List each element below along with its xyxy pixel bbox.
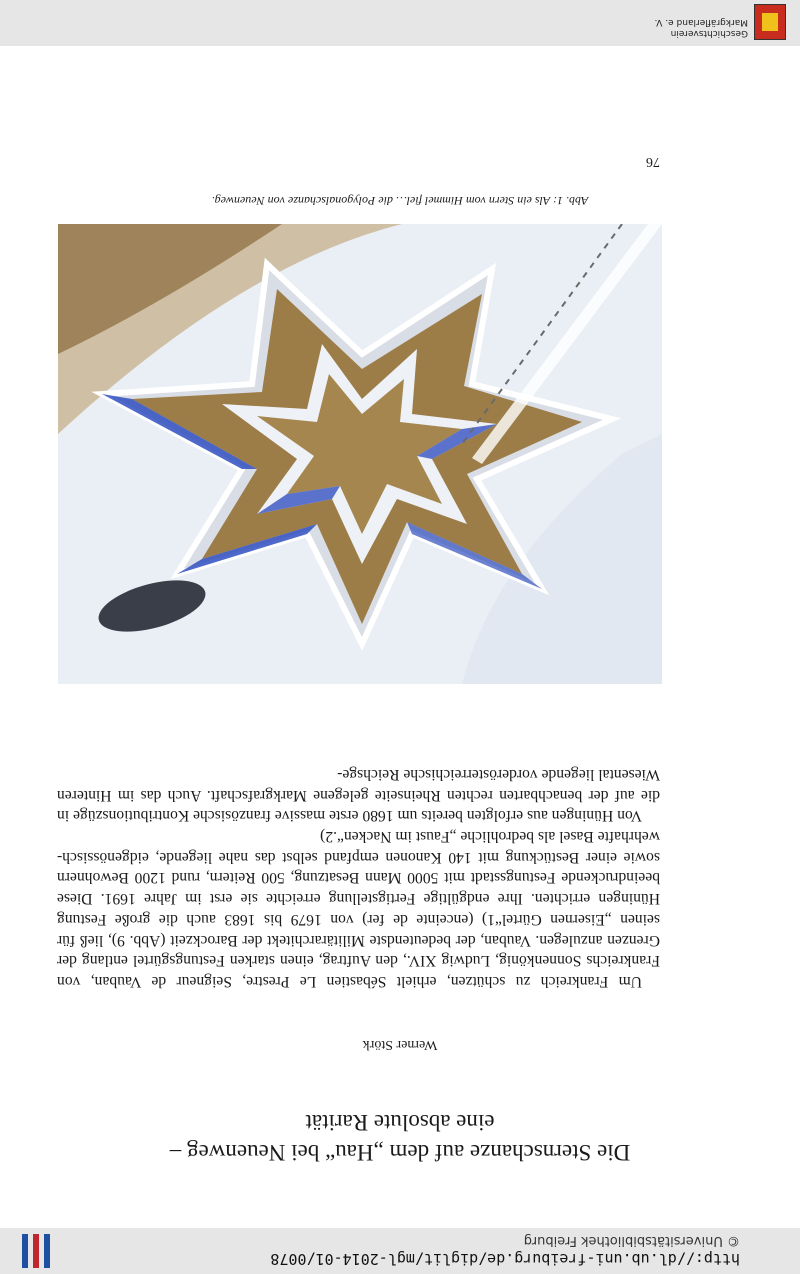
viewer-header bbox=[0, 1228, 800, 1274]
library-credit: © Universitätsbibliothek Freiburg bbox=[523, 1233, 740, 1248]
article-author: Werner Störk bbox=[362, 1037, 438, 1052]
society-line-2: Markgräflerland e. V. bbox=[654, 17, 748, 27]
ub-freiburg-logo-icon bbox=[14, 1232, 58, 1270]
coat-of-arms-icon bbox=[754, 4, 786, 40]
figure-caption: Abb. 1: Als ein Stern vom Himmel fiel… die Polygonalschanze von Neuenweg. bbox=[211, 194, 589, 208]
title-line-2: eine absolute Rarität bbox=[305, 1110, 495, 1135]
title-line-1: Die Sternschanze auf dem „Hau“ bei Neuenweg – bbox=[169, 1140, 631, 1165]
star-fort-illustration bbox=[58, 224, 662, 684]
page-number: 76 bbox=[646, 154, 660, 169]
article-title bbox=[0, 1107, 800, 1167]
paragraph-1: Um Frankreich zu schützen, erhielt Sébastien Le Prestre, Seigneur de Vauban, von Frankreichs Sonnenkönig, Ludwig XIV., den Auftrag, einen starken Festungsgürtel entlang der Grenzen anzulegen. Vauban, der bedeutendste Militärarchitekt der Barockzeit (Abb. 9), ließ für seinen „Eisernen Gürtel“1) (enceinte de fer) von 1679 bis 1683 auch die große Festung Hüningen errichten. Ihre endgültige Fertigstellung erreichte sie erst im Jahre 1691. Diese beeindruckende Festungsstadt mit 5000 Mann Besatzung, 500 Reitern, rund 1200 Bewohnern sowie einer Bestückung mit 140 Kanonen empfand selbst das nahe liegende, eidgenössisch-wehrhafte Basel als bedrohliche „Faust im Nacken“.2) bbox=[57, 828, 660, 990]
society-line-1: Geschichtsverein bbox=[670, 28, 748, 38]
viewer-footer bbox=[0, 0, 800, 46]
aerial-photo-star-fort bbox=[58, 224, 662, 684]
article-body bbox=[57, 763, 660, 991]
society-credit bbox=[655, 16, 748, 38]
source-url[interactable]: http://dl.ub.uni-freiburg.de/diglit/mgl-2014-01/0078 bbox=[270, 1250, 740, 1268]
paragraph-2: Von Hüningen aus erfolgten bereits um 1680 erste massive französische Kontributionszüge in die auf der benachbarten rechten Rheinseite gelegene Markgrafschaft. Auch das im Hinteren Wiesental liegende vorderösterreichische Reichsge- bbox=[57, 765, 660, 825]
